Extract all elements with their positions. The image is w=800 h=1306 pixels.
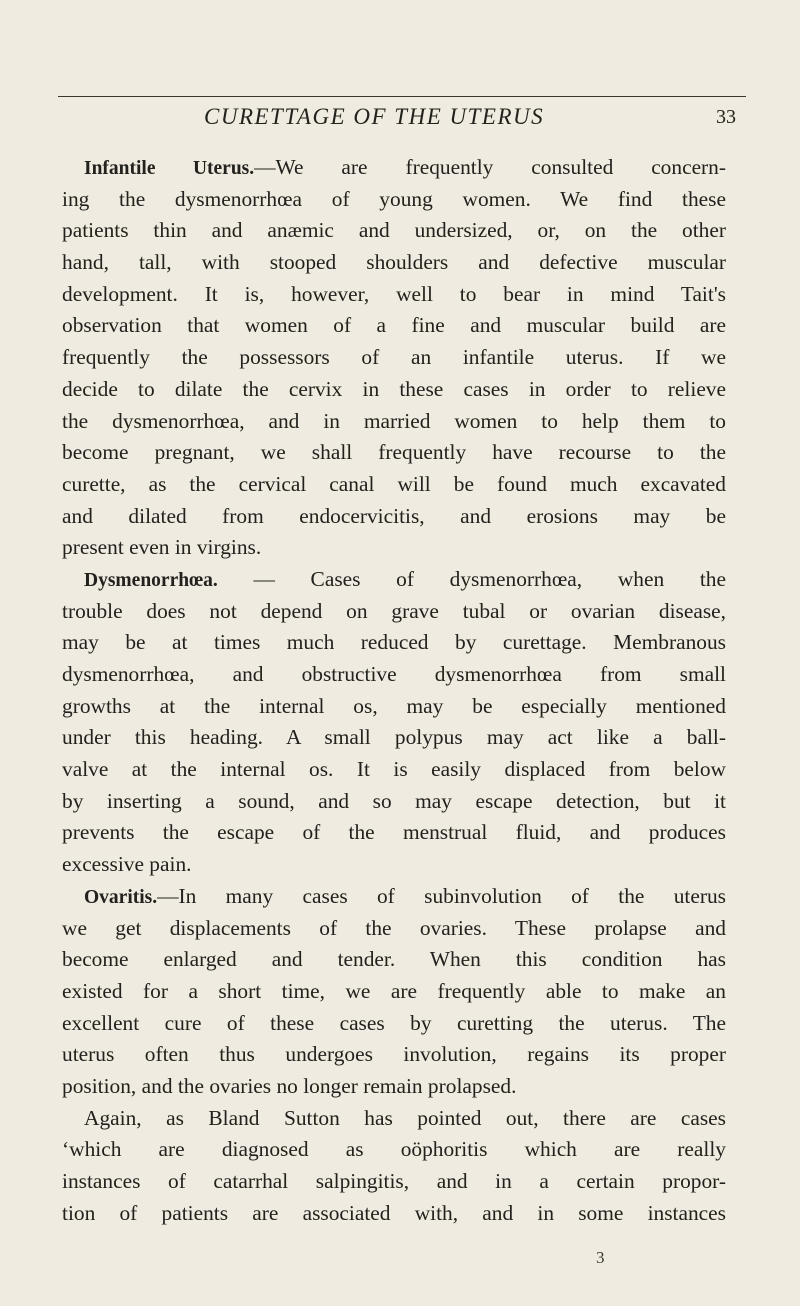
text-line: present even in virgins. — [62, 535, 262, 560]
text-line: excellent cure of these cases by curetting the uterus. The — [62, 1010, 726, 1035]
text-line: hand, tall, with stooped shoulders and defective muscular — [62, 250, 726, 275]
text-line: become enlarged and tender. When this condition has — [62, 947, 726, 972]
text-line: Ovaritis.—In many cases of subinvolution of the uterus — [84, 883, 726, 908]
text-line: we get displacements of the ovaries. These prolapse and — [62, 915, 726, 940]
text-line: valve at the internal os. It is easily displaced from below — [62, 757, 726, 782]
text-line: prevents the escape of the menstrual fluid, and produces — [62, 820, 726, 845]
text-line: ‘which are diagnosed as oöphoritis which are really — [62, 1137, 726, 1162]
text-line: may be at times much reduced by curettage. Membranous — [62, 630, 726, 655]
text-line: ing the dysmenorrhœa of young women. We find these — [62, 186, 726, 211]
running-title: CURETTAGE OF THE UTERUS — [204, 104, 545, 129]
text-line: and dilated from endocervicitis, and erosions may be — [62, 503, 726, 528]
text-line: observation that women of a fine and muscular build are — [62, 313, 726, 338]
running-head — [58, 104, 746, 134]
page-number: 33 — [716, 106, 736, 128]
paragraph-heading: Infantile Uterus. — [84, 158, 255, 179]
text-line: excessive pain. — [62, 852, 192, 877]
text-line: dysmenorrhœa, and obstructive dysmenorrhœa from small — [62, 662, 726, 686]
text-line: trouble does not depend on grave tubal or ovarian disease, — [62, 598, 726, 623]
text-line: Infantile Uterus.—We are frequently consulted concern- — [84, 155, 727, 179]
text-line: frequently the possessors of an infantile uterus. If we — [62, 345, 726, 370]
text-line: uterus often thus undergoes involution, regains its proper — [62, 1042, 726, 1067]
paragraph-heading: Dysmenorrhœa. — [84, 569, 218, 591]
body-text — [62, 152, 726, 1229]
text-line: position, and the ovaries no longer remain prolapsed. — [62, 1073, 517, 1098]
header-rule — [58, 96, 746, 97]
text-line: the dysmenorrhœa, and in married women to help them to — [62, 408, 726, 433]
text-line: curette, as the cervical canal will be found much excavated — [62, 471, 726, 496]
text-line: development. It is, however, well to bear in mind Tait's — [62, 281, 726, 306]
text-line: Dysmenorrhœa. — Cases of dysmenorrhœa, when the — [84, 566, 726, 591]
text-line: patients thin and anæmic and undersized, or, on the other — [62, 218, 726, 243]
text-line: by inserting a sound, and so may escape detection, but it — [62, 788, 726, 813]
text-line: become pregnant, we shall frequently have recourse to the — [62, 440, 726, 465]
text-line: existed for a short time, we are frequently able to make an — [62, 978, 726, 1003]
text-line: decide to dilate the cervix in these cases in order to relieve — [62, 376, 726, 401]
signature-mark: 3 — [596, 1248, 605, 1267]
text-line: growths at the internal os, may be especially mentioned — [62, 693, 726, 718]
text-line: Again, as Bland Sutton has pointed out, there are cases — [84, 1105, 726, 1130]
paragraph-heading: Ovaritis. — [84, 886, 158, 908]
text-line: instances of catarrhal salpingitis, and in a certain propor- — [62, 1169, 726, 1193]
text-line: tion of patients are associated with, and in some instances — [62, 1200, 726, 1225]
text-line: under this heading. A small polypus may act like a ball- — [62, 725, 726, 750]
